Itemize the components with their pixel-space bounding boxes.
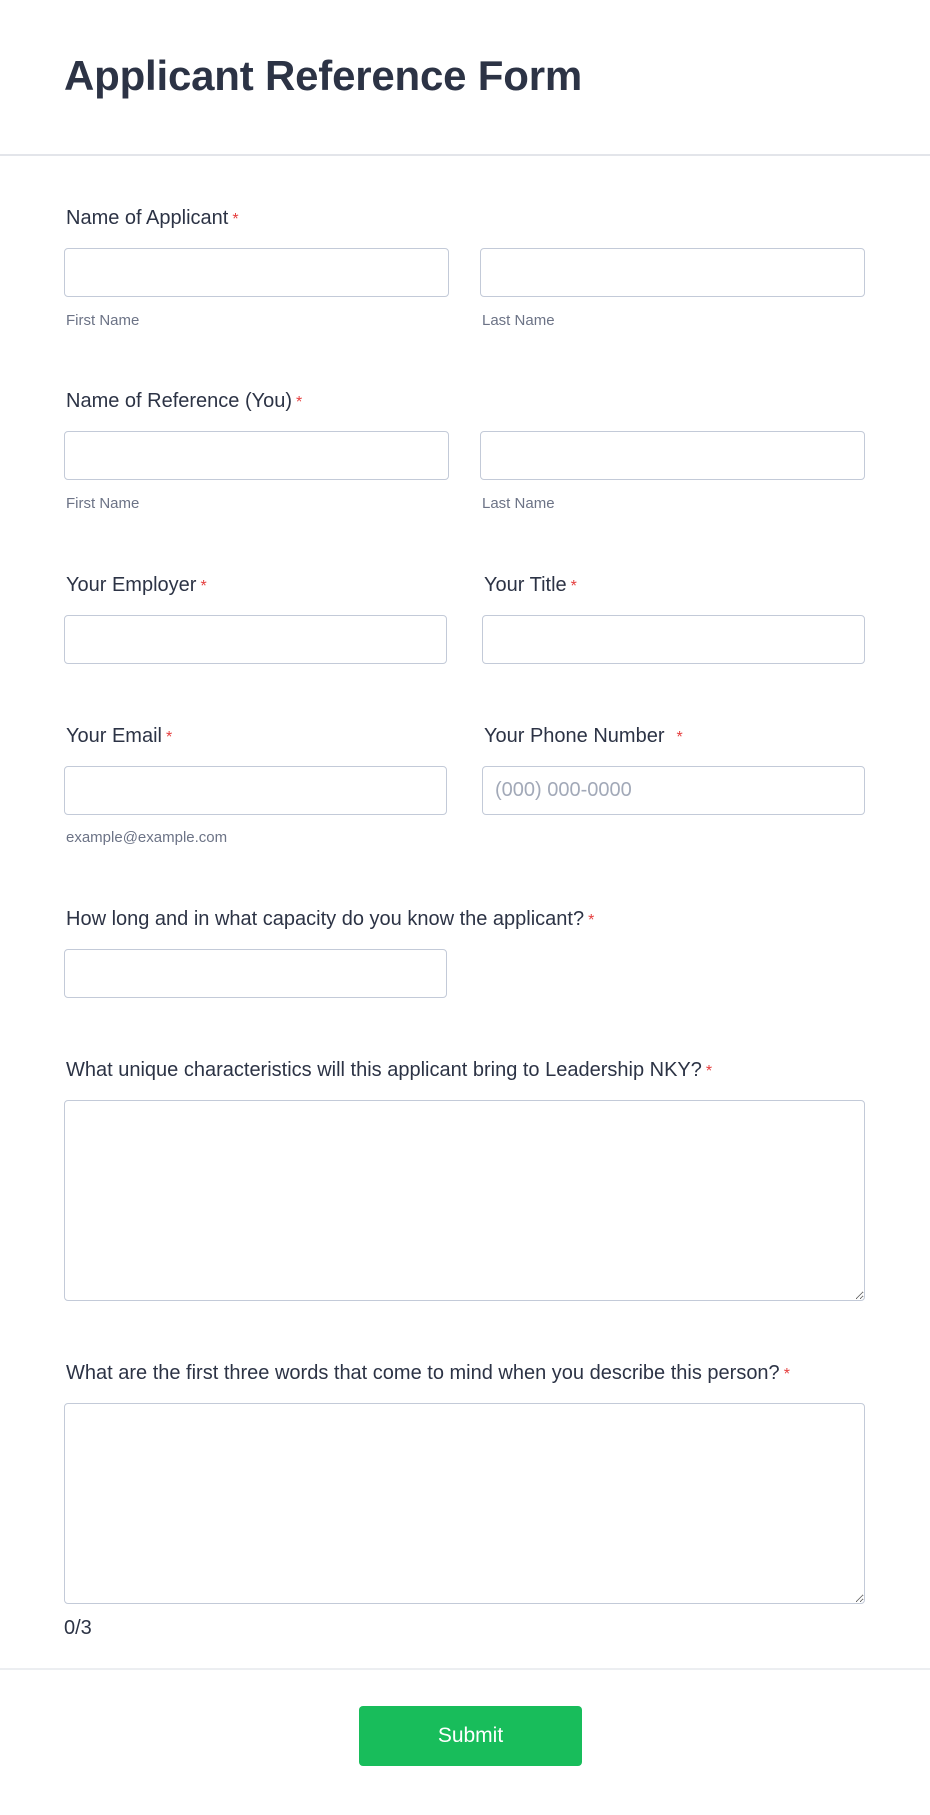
reference-first-name-sublabel: First Name bbox=[66, 495, 140, 512]
employer-input[interactable] bbox=[64, 615, 447, 664]
email-sublabel: example@example.com bbox=[66, 829, 228, 846]
applicant-first-name-sublabel: First Name bbox=[66, 312, 140, 329]
reference-last-name-input[interactable] bbox=[480, 431, 865, 480]
characteristics-label: What unique characteristics will this applicant bring to Leadership NKY? * bbox=[66, 1059, 713, 1081]
reference-name-label: Name of Reference (You) * bbox=[66, 390, 303, 412]
required-marker: * bbox=[165, 729, 173, 746]
phone-input[interactable] bbox=[482, 766, 865, 815]
required-marker: * bbox=[783, 1366, 790, 1383]
capacity-input[interactable] bbox=[64, 949, 447, 998]
applicant-first-name-input[interactable] bbox=[64, 248, 449, 297]
characteristics-textarea[interactable] bbox=[64, 1100, 865, 1301]
required-marker: * bbox=[232, 211, 239, 228]
email-input[interactable] bbox=[64, 766, 447, 815]
applicant-last-name-sublabel: Last Name bbox=[482, 312, 555, 329]
title-label: Your Title * bbox=[484, 574, 577, 596]
required-marker: * bbox=[676, 729, 683, 746]
applicant-last-name-input[interactable] bbox=[480, 248, 865, 297]
required-marker: * bbox=[200, 578, 207, 595]
phone-label: Your Phone Number * bbox=[484, 725, 683, 747]
required-marker: * bbox=[296, 394, 303, 411]
title-input[interactable] bbox=[482, 615, 865, 664]
reference-last-name-sublabel: Last Name bbox=[482, 495, 555, 512]
applicant-name-label: Name of Applicant * bbox=[66, 207, 239, 229]
reference-first-name-input[interactable] bbox=[64, 431, 449, 480]
page-title: Applicant Reference Form bbox=[64, 52, 582, 99]
email-label: Your Email * bbox=[66, 725, 173, 747]
three-words-label: What are the first three words that come to mind when you describe this person? * bbox=[66, 1362, 790, 1384]
capacity-label: How long and in what capacity do you know the applicant? * bbox=[66, 908, 595, 930]
employer-label: Your Employer * bbox=[66, 574, 207, 596]
word-counter: 0/3 bbox=[64, 1617, 92, 1639]
footer-divider bbox=[0, 1668, 930, 1670]
required-marker: * bbox=[588, 912, 595, 929]
three-words-textarea[interactable] bbox=[64, 1403, 865, 1604]
submit-button[interactable]: Submit bbox=[359, 1706, 582, 1766]
form-header bbox=[0, 0, 930, 156]
required-marker: * bbox=[570, 578, 577, 595]
required-marker: * bbox=[705, 1063, 713, 1080]
